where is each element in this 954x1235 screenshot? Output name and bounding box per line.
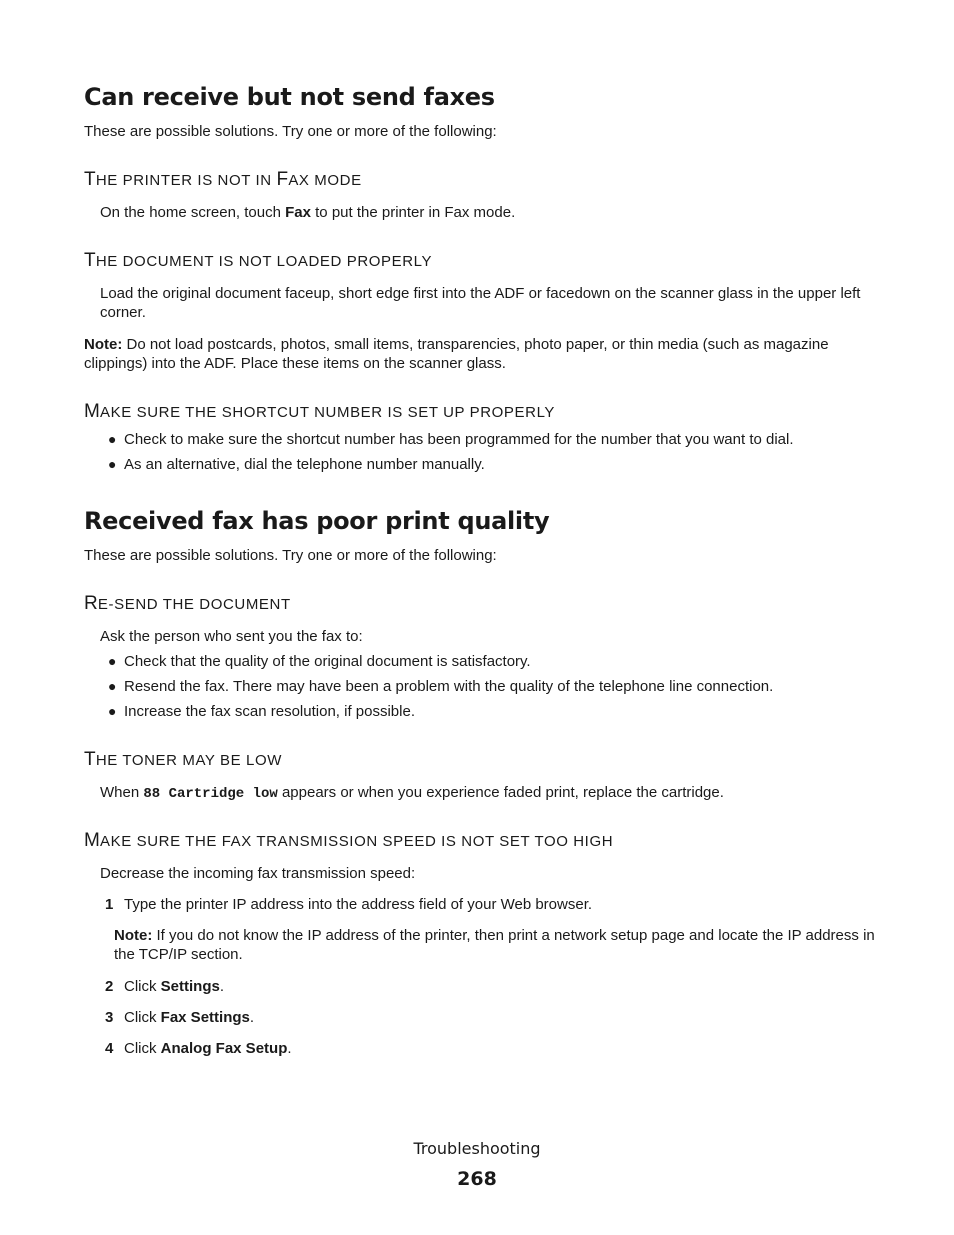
text-run: On the home screen, touch — [100, 204, 286, 221]
subheading-resend — [84, 593, 291, 616]
step-text: Type the printer IP address into the address field of your Web browser. — [124, 896, 593, 913]
subheading-shortcut-number — [84, 401, 555, 424]
ui-label-settings: Settings — [160, 978, 220, 995]
ui-label-analog-fax-setup: Analog Fax Setup — [160, 1040, 288, 1057]
bullet-icon: ● — [108, 456, 117, 472]
heading-smallcaps: HE PRINTER IS NOT IN — [95, 172, 277, 189]
bullet-icon: ● — [108, 678, 117, 694]
list-item-text: Check to make sure the shortcut number has been programmed for the number that you want to dial. — [124, 431, 794, 448]
heading-smallcaps: AX MODE — [288, 172, 362, 189]
subheading-toner-low — [84, 749, 282, 772]
footer-chapter-label: Troubleshooting — [413, 1139, 541, 1158]
text-run: . — [249, 1009, 255, 1026]
subheading-fax-mode — [84, 169, 362, 192]
list-item-text: As an alternative, dial the telephone number manually. — [124, 456, 485, 473]
heading-initial: T — [84, 749, 96, 770]
heading-initial: F — [276, 169, 289, 190]
paragraph-resend-lead: Ask the person who sent you the fax to: — [100, 628, 363, 645]
step-number: 2 — [105, 978, 114, 995]
step-number: 1 — [105, 896, 114, 913]
paragraph-speed-lead: Decrease the incoming fax transmission speed: — [100, 865, 416, 882]
heading-initial: M — [84, 401, 101, 422]
step-number: 3 — [105, 1009, 114, 1026]
list-item — [108, 430, 884, 449]
heading-initial: M — [84, 830, 101, 851]
page-number: 268 — [457, 1168, 497, 1190]
text-run: to put the printer in Fax mode. — [310, 204, 516, 221]
text-run: Click — [124, 1040, 161, 1057]
step-text — [124, 977, 224, 996]
paragraph-fax-mode — [100, 203, 515, 222]
list-item — [108, 455, 884, 474]
note-text: Do not load postcards, photos, small items, transparencies, photo paper, or thin media (such as magazine clippings) into the ADF. Place these items on the scanner glass. — [84, 336, 829, 372]
note-ip-address — [114, 926, 879, 964]
note-do-not-load — [84, 335, 874, 373]
heading-initial: T — [84, 250, 96, 271]
section-intro: These are possible solutions. Try one or more of the following: — [84, 123, 497, 140]
heading-smallcaps: AKE SURE THE FAX TRANSMISSION SPEED IS NOT SET TOO HIGH — [100, 833, 614, 850]
text-run: appears or when you experience faded print, replace the cartridge. — [277, 784, 724, 801]
list-item — [108, 652, 884, 671]
status-message-code: 88 Cartridge low — [143, 786, 278, 802]
list-item-text: Check that the quality of the original document is satisfactory. — [124, 653, 531, 670]
list-item-text: Increase the fax scan resolution, if possible. — [124, 703, 415, 720]
heading-initial: R — [84, 593, 98, 614]
bullet-icon: ● — [108, 431, 117, 447]
subheading-document-loaded — [84, 250, 432, 273]
ui-label-fax-settings: Fax Settings — [160, 1009, 250, 1026]
list-item-text: Resend the fax. There may have been a problem with the quality of the telephone line connection. — [124, 678, 774, 695]
step-text — [124, 1008, 254, 1027]
text-run: . — [219, 978, 225, 995]
note-label: Note: — [84, 336, 123, 353]
section-title-poor-quality: Received fax has poor print quality — [84, 507, 550, 535]
text-run: Click — [124, 978, 161, 995]
bullet-icon: ● — [108, 703, 117, 719]
note-text: If you do not know the IP address of the printer, then print a network setup page and locate the IP address in the TCP/IP section. — [114, 927, 875, 963]
list-item — [108, 677, 884, 696]
heading-smallcaps: HE DOCUMENT IS NOT LOADED PROPERLY — [95, 253, 433, 270]
note-label: Note: — [114, 927, 153, 944]
paragraph-toner-low — [100, 783, 724, 804]
bullet-icon: ● — [108, 653, 117, 669]
paragraph-load-document: Load the original document faceup, short edge first into the ADF or facedown on the scanner glass in the upper left corner. — [100, 285, 861, 321]
list-item — [108, 702, 884, 721]
heading-initial: T — [84, 169, 96, 190]
step-number: 4 — [105, 1040, 114, 1057]
subheading-transmission-speed — [84, 830, 613, 853]
step-text — [124, 1039, 292, 1058]
text-run: Click — [124, 1009, 161, 1026]
heading-smallcaps: AKE SURE THE SHORTCUT NUMBER IS SET UP PROPERLY — [100, 404, 555, 421]
bold-term: Fax — [285, 204, 311, 221]
text-run: When — [100, 784, 144, 801]
text-run: . — [287, 1040, 292, 1057]
heading-smallcaps: HE TONER MAY BE LOW — [95, 752, 282, 769]
section-intro: These are possible solutions. Try one or more of the following: — [84, 547, 497, 564]
section-title-cannot-send: Can receive but not send faxes — [84, 83, 495, 111]
heading-smallcaps: E-SEND THE DOCUMENT — [97, 596, 291, 613]
